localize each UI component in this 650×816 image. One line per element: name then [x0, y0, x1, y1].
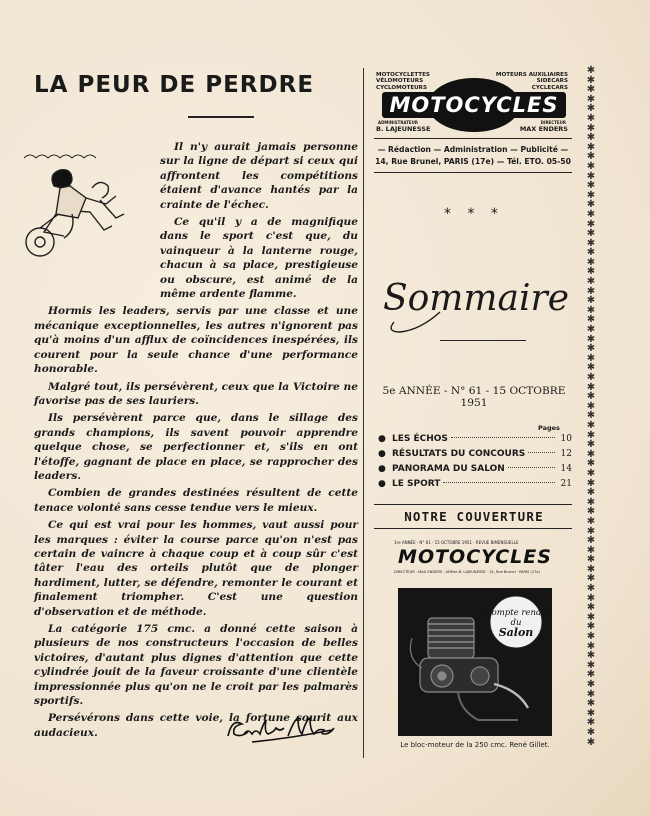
paragraph: Ce qui est vrai pour les hommes, vaut aussi pour les marques : éviter la course parce qu'on n'est pas certain de vaincre à chaque coup et à coup sûr c'est tâter l'eau des orteils plutôt que de plonger hardiment, lutter, se défendre, remonter le courant et finalement triompher. C'est une question d'observation et de méthode. — [34, 519, 358, 618]
toc-item[interactable] — [378, 449, 572, 464]
cover-divider — [374, 528, 572, 529]
sommaire-divider — [440, 340, 526, 341]
editorial-body — [34, 140, 358, 743]
address-line: 14, Rue Brunel, PARIS (17e) — Tél. ETO. 05-50 — [375, 157, 571, 166]
masthead-left-categories: MOTOCYCLETTES VÉLOMOTEURS CYCLOMOTEURS — [376, 72, 430, 91]
bullet-icon: ● — [378, 464, 386, 474]
toc-label: LE SPORT — [392, 479, 441, 489]
engine-photo — [398, 588, 552, 736]
masthead — [374, 70, 570, 136]
sommaire-text: Sommaire — [382, 278, 570, 319]
cover-caption: Le bloc-moteur de la 250 cmc. René Gillet. — [400, 741, 550, 749]
toc-page: 10 — [560, 434, 572, 444]
sommaire-heading — [380, 252, 570, 342]
title-divider — [188, 116, 254, 118]
signature-image — [222, 712, 344, 752]
bullet-icon: ● — [378, 434, 386, 444]
paragraph: Il n'y aurait jamais personne sur la ligne de départ si ceux qui affrontent les compétitions étaient d'avance hantés par la crainte de l'échec. — [160, 141, 358, 211]
issue-line: 5e ANNÉE - N° 61 - 15 OCTOBRE 1951 — [382, 385, 566, 409]
cover-subheader: DIRECTEUR : MAX ENDERS · ADMre B. LAJEUNESSE · 14, Rue Brunel · PARIS (17e) — [394, 570, 541, 574]
director-label: DIRECTEUR — [540, 120, 566, 125]
paragraph: Ce qu'il y a de magnifique dans le sport c'est que, du vainqueur à la lanterne rouge, chacun à sa place, prestigieuse ou obscure, est animé de la même ardente flamme. — [160, 216, 358, 301]
toc-item[interactable] — [378, 434, 572, 449]
toc-label: LES ÉCHOS — [392, 434, 448, 444]
paragraph: Ils persévèrent parce que, dans le sillage des grands champions, ils savent pouvoir apprendre quelque chose, se perfectionner et, s'ils en ont l'étoffe, gagnant de place en place, se rapprocher des leaders. — [34, 412, 358, 482]
cover-logo: MOTOCYCLES — [398, 546, 552, 568]
masthead-divider — [374, 172, 572, 173]
toc-item[interactable] — [378, 479, 572, 494]
cover-section-title: NOTRE COUVERTURE — [404, 509, 544, 524]
motocycles-logo: MOTOCYCLES — [382, 92, 566, 118]
director-name: MAX ENDERS — [519, 125, 568, 133]
cover-thumbnail — [394, 540, 556, 738]
admin-label: ADMINISTRATEUR — [378, 120, 418, 125]
paragraph: Malgré tout, ils persévèrent, ceux que la Victoire ne favorise pas de ses lauriers. — [34, 380, 358, 407]
column-divider — [363, 68, 364, 758]
badge-line-1: Compte rendu — [485, 608, 547, 618]
toc-label: PANORAMA DU SALON — [392, 464, 505, 474]
bullet-icon: ● — [378, 449, 386, 459]
masthead-divider — [374, 138, 572, 139]
table-of-contents — [378, 434, 572, 494]
paragraph: Persévérons dans cette voie, la fortune sourit aux audacieux. — [34, 712, 358, 739]
toc-page: 14 — [560, 464, 572, 474]
publisher-info — [374, 144, 572, 168]
toc-page: 21 — [560, 479, 572, 489]
paragraph: Hormis les leaders, servis par une classe et une mécanique exceptionnelles, les autres n'ignorent pas qu'à moins d'un afflux de coïncidences inespérées, ils courent pour la seule chance d'une performance honorable. — [34, 305, 358, 376]
badge-line-2: du — [510, 618, 522, 628]
toc-label: RÉSULTATS DU CONCOURS — [392, 449, 526, 459]
engine-icon — [398, 588, 552, 736]
star-border: ✱ ✱ ✱ ✱ ✱ ✱ ✱ ✱ ✱ ✱ ✱ ✱ ✱ ✱ ✱ ✱ ✱ ✱ ✱ ✱ ✱ ✱ ✱ ✱ ✱ ✱ ✱ ✱ ✱ ✱ ✱ ✱ ✱ ✱ ✱ ✱ ✱ ✱ ✱ ✱ ✱ ✱ ✱ ✱ ✱ ✱ ✱ ✱ ✱ ✱ ✱ ✱ ✱ ✱ ✱ ✱ ✱ ✱ ✱ ✱ ✱ ✱ ✱ ✱ ✱ ✱ ✱ ✱ ✱ ✱ ✱ — [586, 65, 596, 748]
cover-header: 1re ANNÉE · N° 61 · 15 OCTOBRE 1951 · REVUE BIMENSUELLE — [394, 540, 519, 545]
article-title: LA PEUR DE PERDRE — [34, 72, 315, 98]
bullet-icon: ● — [378, 479, 386, 489]
admin-name: B. LAJEUNESSE — [376, 125, 431, 133]
services-line: — Rédaction — Administration — Publicité — — [377, 145, 569, 154]
cover-divider — [374, 504, 572, 505]
pages-label: Pages — [538, 424, 560, 432]
paragraph: La catégorie 175 cmc. a donné cette saison à plusieurs de nos constructeurs l'occasion de belles victoires, d'autant plus dignes d'attention que cette cylindrée jouit de la faveur croissante d'une clientèle impressionnée plus qu'on ne le croit par les palmarès sportifs. — [34, 623, 358, 708]
star-ornament: * * * — [444, 206, 504, 222]
masthead-right-categories: MOTEURS AUXILIAIRES SIDECARS CYCLECARS — [495, 72, 568, 91]
toc-page: 12 — [560, 449, 572, 459]
badge-line-3: Salon — [498, 626, 534, 639]
toc-item[interactable] — [378, 464, 572, 479]
paragraph: Combien de grandes destinées résultent de cette tenace volonté sans cesse tendue vers le mieux. — [34, 487, 358, 514]
